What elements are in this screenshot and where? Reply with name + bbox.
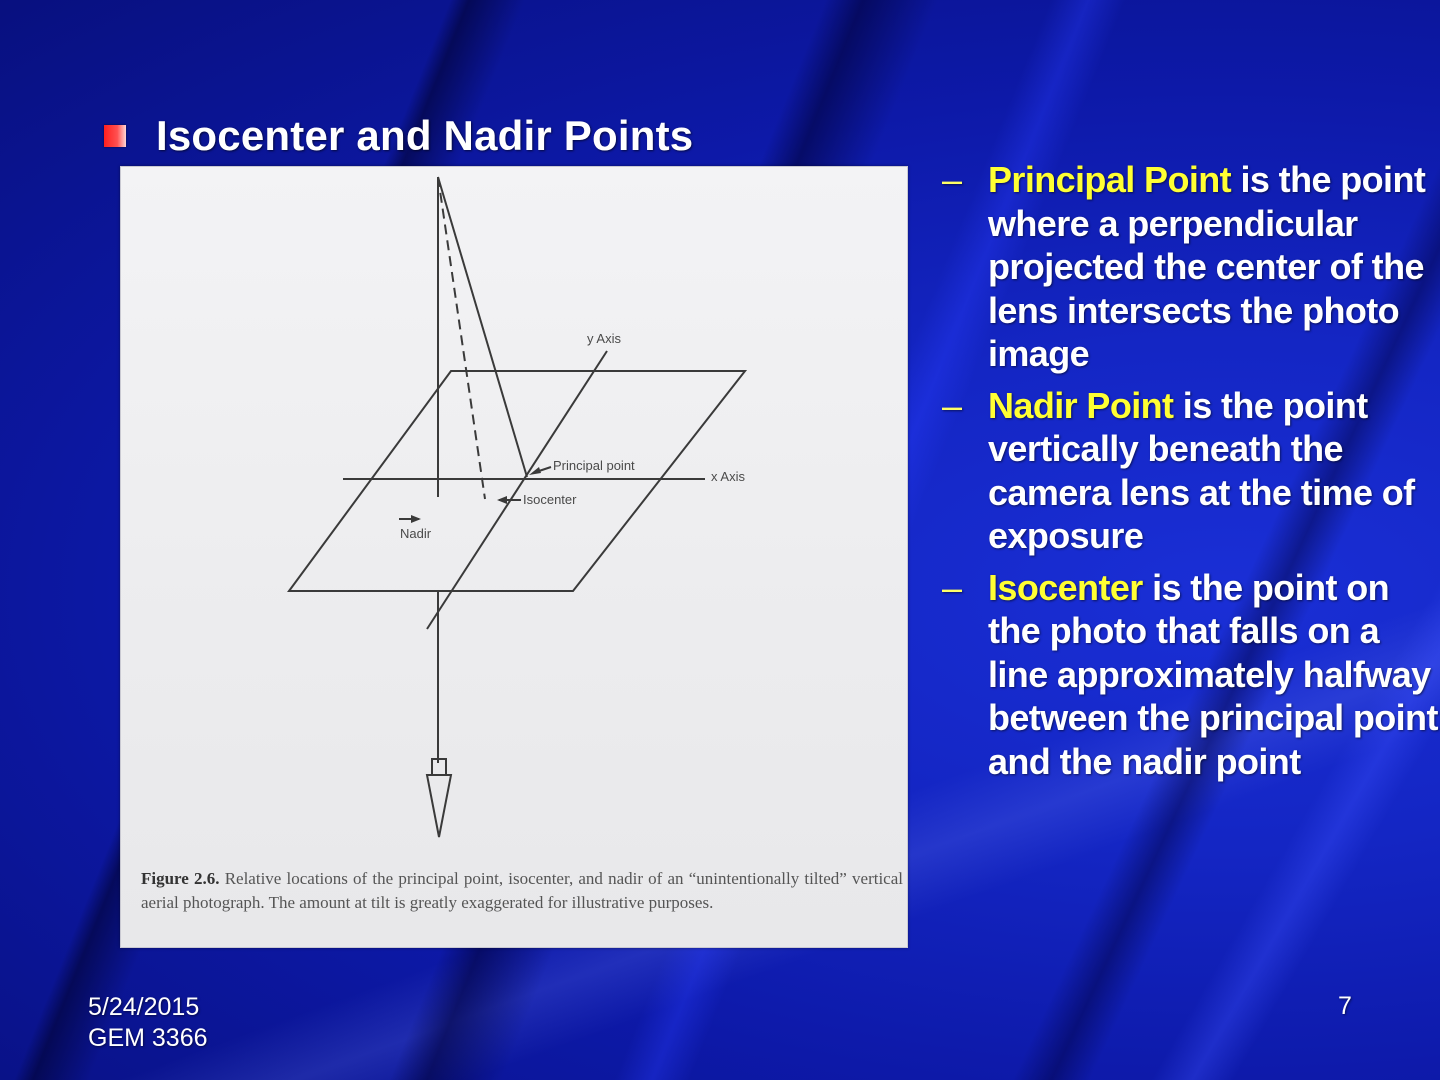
footer-date: 5/24/2015	[88, 993, 200, 1021]
term-isocenter: Isocenter	[988, 566, 1143, 608]
figure-number: Figure 2.6.	[141, 869, 220, 888]
slide-title	[104, 112, 693, 160]
definition-principal-point: is the point where a perpendicular projected the center of the lens intersects the photo image	[988, 159, 1426, 374]
principal-point-label: Principal point	[553, 458, 635, 473]
term-nadir-point: Nadir Point	[988, 384, 1174, 426]
footer-course: GEM 3366	[88, 1024, 208, 1052]
nadir-label: Nadir	[400, 526, 432, 541]
y-axis-line	[427, 351, 607, 629]
slide-footer	[88, 992, 208, 1054]
dash-bullet-icon: –	[942, 159, 962, 200]
photo-plane	[289, 371, 745, 591]
slide-number: 7	[1338, 992, 1352, 1020]
x-axis-label: x Axis	[711, 469, 745, 484]
title-text: Isocenter and Nadir Points	[156, 112, 694, 159]
bullet-nadir-point	[940, 384, 1440, 558]
definition-list	[940, 158, 1440, 791]
term-principal-point: Principal Point	[988, 159, 1232, 200]
bullet-isocenter	[940, 566, 1440, 784]
isocenter-label: Isocenter	[523, 492, 577, 507]
bullet-principal-point	[940, 158, 1440, 376]
dash-bullet-icon: –	[942, 384, 962, 426]
figure-caption	[141, 867, 903, 915]
definition-nadir-point: is the point vertically beneath the camera lens at the time of exposure	[988, 384, 1415, 556]
figure-image	[120, 166, 908, 948]
definition-isocenter: is the point on the photo that falls on a line approximately halfway between the principal point and the nadir point	[988, 566, 1438, 782]
y-axis-label: y Axis	[587, 331, 621, 346]
bisector-dashed-line	[438, 177, 485, 499]
caption-text: Relative locations of the principal point, isocenter, and nadir of an “unintentionally tilted” vertical aerial photograph. The amount at tilt is greatly exaggerated for illustrative purposes.	[141, 869, 903, 912]
square-bullet-icon	[104, 125, 126, 147]
tilted-photo-diagram	[121, 167, 907, 867]
plumb-bob-icon	[427, 775, 451, 837]
optical-axis-line	[438, 177, 527, 477]
dash-bullet-icon: –	[942, 566, 962, 608]
